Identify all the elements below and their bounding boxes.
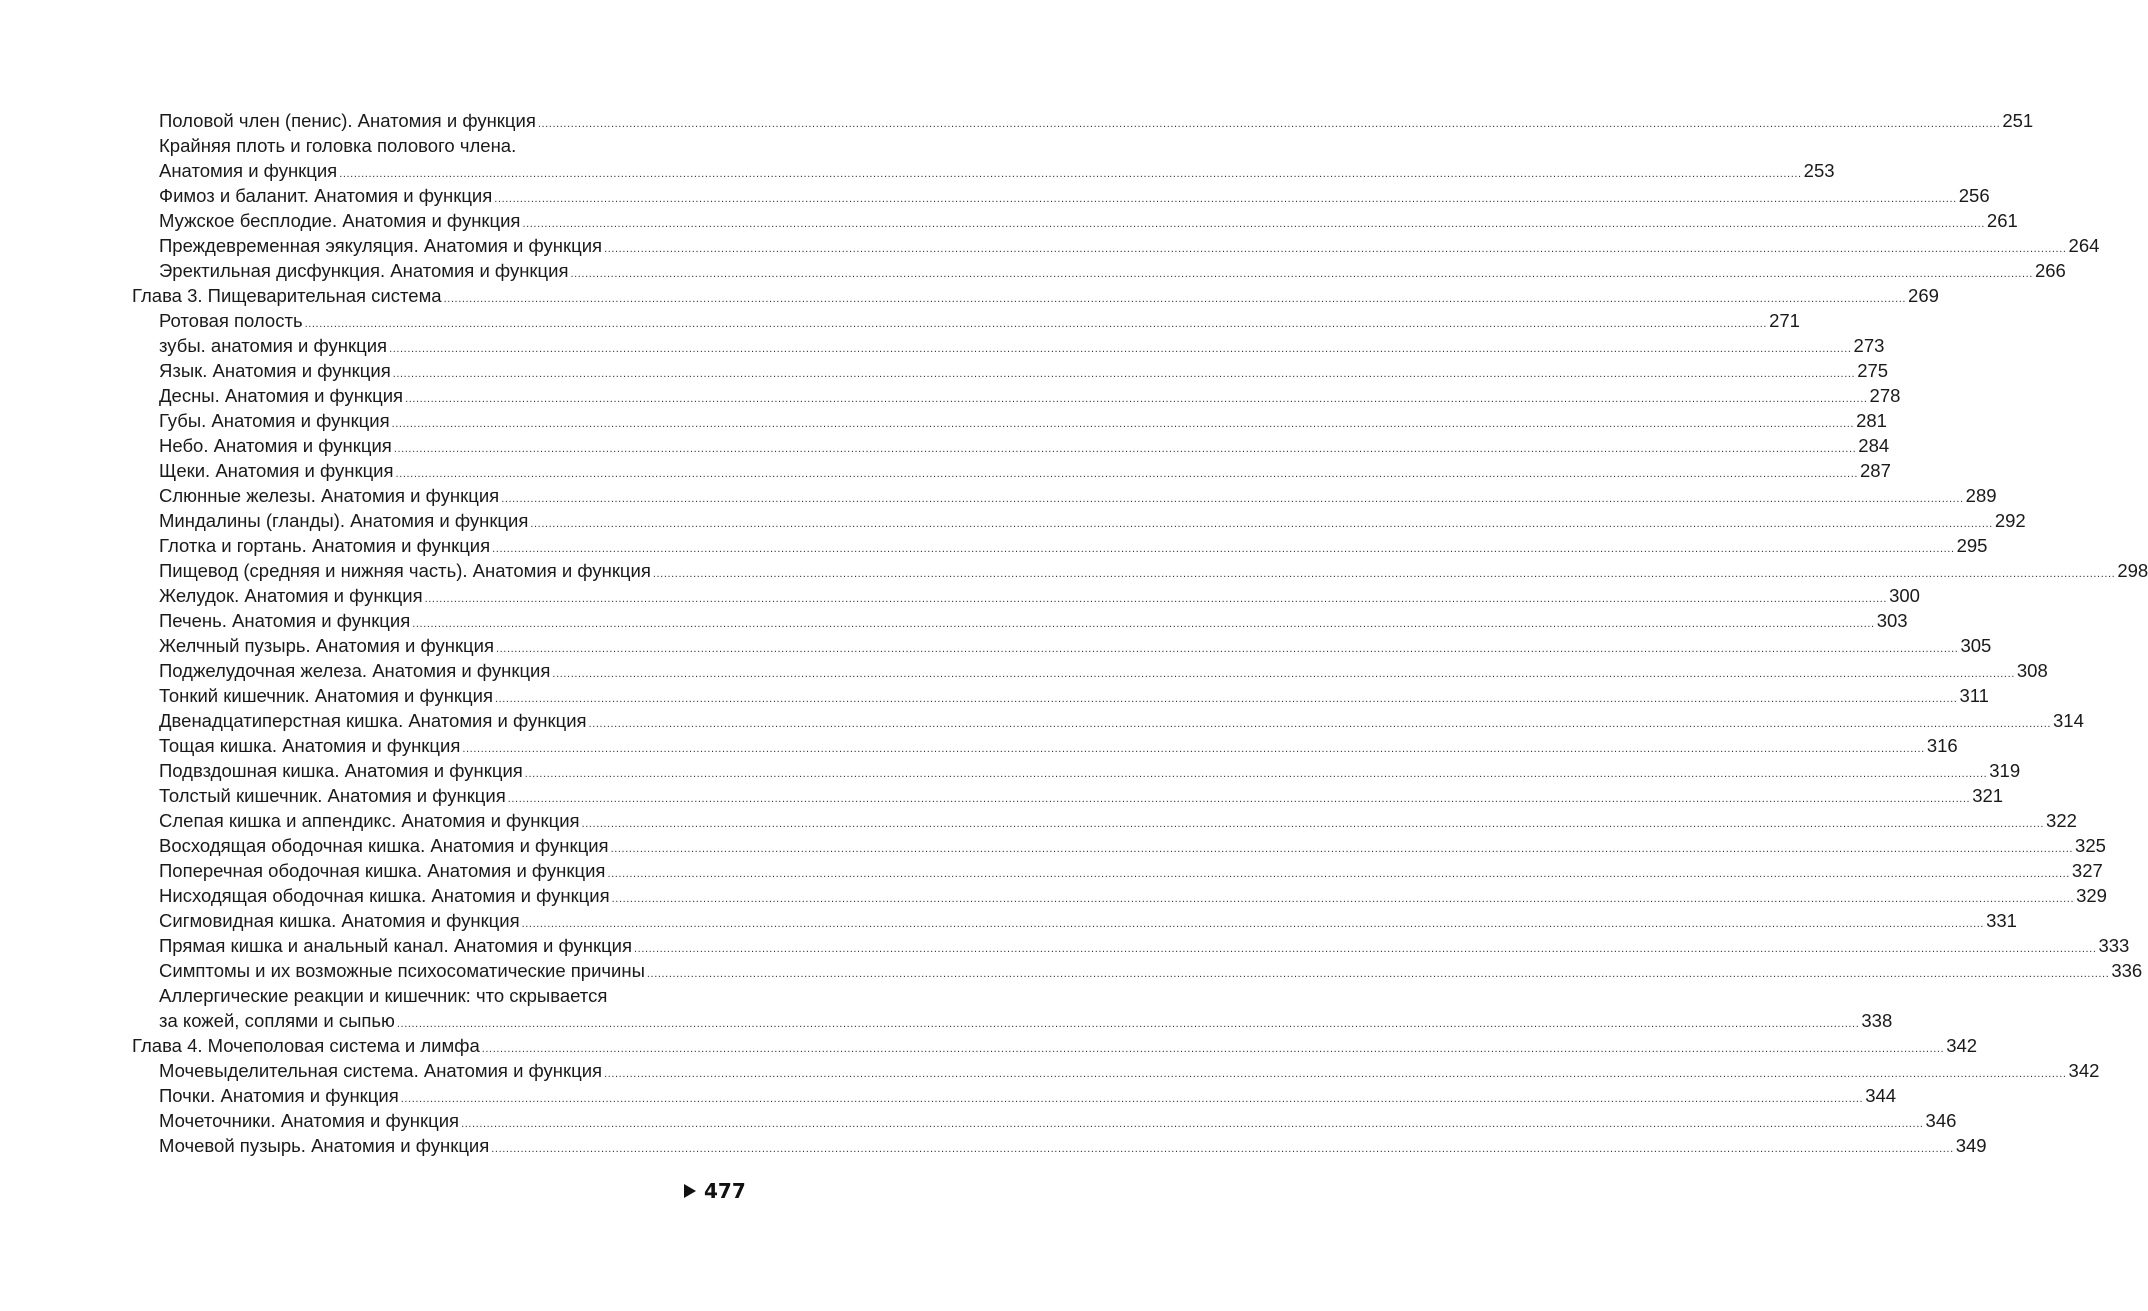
toc-dot-leader: ................................................................................................................................................................................................................................................................................................................................................................................................................: [524, 768, 1988, 780]
toc-entry-title: Поперечная ободочная кишка. Анатомия и функция: [159, 860, 606, 881]
toc-entry: [132, 1008, 1893, 1033]
toc-dot-leader: ................................................................................................................................................................................................................................................................................................................................................................................................................: [611, 893, 2075, 905]
toc-entry: [132, 483, 1997, 508]
toc-entry-page: 295: [1956, 535, 1988, 556]
toc-entry-page: 261: [1986, 210, 2018, 231]
toc-dot-leader: ................................................................................................................................................................................................................................................................................................................................................................................................................: [570, 268, 2033, 280]
toc-entry-title: Крайняя плоть и головка полового члена.: [159, 135, 517, 156]
toc-dot-leader: ................................................................................................................................................................................................................................................................................................................................................................................................................: [552, 668, 2015, 680]
toc-entry-title: Тощая кишка. Анатомия и функция: [159, 735, 461, 756]
toc-entry-title: Прямая кишка и анальный канал. Анатомия и функция: [159, 935, 633, 956]
toc-entry: [132, 308, 1800, 333]
toc-entry-title: зубы. анатомия и функция: [159, 335, 388, 356]
toc-entry: [132, 108, 2034, 133]
toc-entry-page: 331: [1986, 910, 2017, 931]
toc-entry: [132, 1083, 1897, 1108]
toc-entry-page: 338: [1861, 1010, 1893, 1031]
toc-entry: [132, 758, 2021, 783]
toc-dot-leader: ................................................................................................................................................................................................................................................................................................................................................................................................................: [491, 1143, 1954, 1155]
toc-entry: [132, 733, 1958, 758]
toc-dot-leader: ................................................................................................................................................................................................................................................................................................................................................................................................................: [604, 243, 2067, 255]
toc-entry-page: 289: [1965, 485, 1997, 506]
toc-dot-leader: ................................................................................................................................................................................................................................................................................................................................................................................................................: [530, 518, 1993, 530]
toc-dot-leader: ................................................................................................................................................................................................................................................................................................................................................................................................................: [494, 193, 1957, 205]
toc-entry-page: 305: [1960, 635, 1992, 656]
toc-entry: [132, 558, 2148, 583]
toc-entry-title: Двенадцатиперстная кишка. Анатомия и функция: [159, 710, 587, 731]
toc-entry: [132, 533, 1988, 558]
toc-entry: [132, 983, 734, 1008]
toc-entry-page: 336: [2111, 960, 2143, 981]
toc-entry: [132, 158, 1835, 183]
toc-entry-title: Мочевыделительная система. Анатомия и функция: [159, 1060, 603, 1081]
toc-entry: [132, 933, 2130, 958]
toc-entry-title: Мочеточники. Анатомия и функция: [159, 1110, 460, 1131]
toc-entry-title: Половой член (пенис). Анатомия и функция: [159, 110, 536, 131]
toc-dot-leader: ................................................................................................................................................................................................................................................................................................................................................................................................................: [339, 168, 1802, 180]
toc-dot-leader: ................................................................................................................................................................................................................................................................................................................................................................................................................: [462, 743, 1925, 755]
toc-dot-leader: ................................................................................................................................................................................................................................................................................................................................................................................................................: [405, 393, 1868, 405]
toc-dot-leader: ................................................................................................................................................................................................................................................................................................................................................................................................................: [443, 293, 1907, 305]
toc-entry-page: 322: [2046, 810, 2077, 831]
toc-entry-title: Почки. Анатомия и функция: [159, 1085, 399, 1106]
toc-dot-leader: ................................................................................................................................................................................................................................................................................................................................................................................................................: [393, 443, 1857, 455]
toc-entry: [132, 808, 2077, 833]
toc-entry: [132, 658, 2048, 683]
toc-entry: [132, 833, 2106, 858]
toc-entry: [132, 708, 2084, 733]
toc-chapter-entry: [132, 1033, 1978, 1058]
toc-entry-title: Желчный пузырь. Анатомия и функция: [159, 635, 494, 656]
toc-entry-title: Мочевой пузырь. Анатомия и функция: [159, 1135, 490, 1156]
toc-entry-page: 266: [2034, 260, 2066, 281]
toc-entry: [132, 1108, 1957, 1133]
toc-entry-title: Миндалины (гланды). Анатомия и функция: [159, 510, 529, 531]
toc-dot-leader: ................................................................................................................................................................................................................................................................................................................................................................................................................: [494, 693, 1958, 705]
toc-entry-page: 329: [2076, 885, 2107, 906]
toc-dot-leader: ................................................................................................................................................................................................................................................................................................................................................................................................................: [492, 543, 1955, 555]
toc-entry: [132, 608, 1908, 633]
toc-entry-page: 342: [1946, 1035, 1978, 1056]
toc-dot-leader: ................................................................................................................................................................................................................................................................................................................................................................................................................: [412, 618, 1875, 630]
toc-lines: [132, 108, 2148, 1158]
toc-entry: [132, 1058, 2100, 1083]
toc-entry-page: 311: [1959, 685, 1989, 706]
toc-entry-title: Фимоз и баланит. Анатомия и функция: [159, 185, 493, 206]
toc-dot-leader: ................................................................................................................................................................................................................................................................................................................................................................................................................: [392, 368, 1856, 380]
toc-dot-leader: ................................................................................................................................................................................................................................................................................................................................................................................................................: [304, 318, 1768, 330]
toc-entry: [132, 508, 2026, 533]
toc-entry-page: 319: [1989, 760, 2021, 781]
toc-entry: [132, 433, 1890, 458]
toc-entry-page: 269: [1908, 285, 1939, 306]
toc-entry-page: 300: [1889, 585, 1920, 606]
toc-dot-leader: ................................................................................................................................................................................................................................................................................................................................................................................................................: [634, 943, 2097, 955]
toc-entry-page: 308: [2016, 660, 2048, 681]
toc-entry: [132, 208, 2018, 233]
toc-entry-title: Нисходящая ободочная кишка. Анатомия и функция: [159, 885, 610, 906]
toc-entry: [132, 358, 1889, 383]
toc-entry-page: 253: [1803, 160, 1835, 181]
toc-entry: [132, 958, 2143, 983]
toc-entry: [132, 408, 1887, 433]
toc-entry: [132, 1133, 1987, 1158]
toc-entry-page: 327: [2071, 860, 2103, 881]
toc-dot-leader: ................................................................................................................................................................................................................................................................................................................................................................................................................: [652, 568, 2116, 580]
toc-entry-page: 275: [1857, 360, 1889, 381]
toc-entry: [132, 858, 2103, 883]
toc-entry: [132, 908, 2017, 933]
toc-entry-title: Губы. Анатомия и функция: [159, 410, 390, 431]
toc-dot-leader: ................................................................................................................................................................................................................................................................................................................................................................................................................: [646, 968, 2110, 980]
toc-dot-leader: ................................................................................................................................................................................................................................................................................................................................................................................................................: [537, 118, 2001, 130]
toc-dot-leader: ................................................................................................................................................................................................................................................................................................................................................................................................................: [521, 918, 1985, 930]
page-footer: [684, 1179, 746, 1203]
toc-entry-title: Язык. Анатомия и функция: [159, 360, 391, 381]
toc-dot-leader: ................................................................................................................................................................................................................................................................................................................................................................................................................: [581, 818, 2045, 830]
toc-entry-page: 349: [1955, 1135, 1987, 1156]
toc-entry: [132, 233, 2100, 258]
table-of-contents: [132, 108, 2148, 1158]
toc-entry-title: Толстый кишечник. Анатомия и функция: [159, 785, 506, 806]
toc-entry: [132, 683, 1989, 708]
page-number: 477: [704, 1179, 746, 1203]
toc-dot-leader: ................................................................................................................................................................................................................................................................................................................................................................................................................: [461, 1118, 1924, 1130]
toc-entry-page: 314: [2053, 710, 2084, 731]
toc-entry-title: Аллергические реакции и кишечник: что скрывается: [159, 985, 608, 1006]
toc-entry: [132, 783, 2004, 808]
toc-entry-title: Преждевременная эякуляция. Анатомия и функция: [159, 235, 603, 256]
toc-entry-title: Глава 3. Пищеварительная система: [132, 285, 442, 306]
toc-entry-title: Тонкий кишечник. Анатомия и функция: [159, 685, 493, 706]
toc-entry-page: 303: [1876, 610, 1908, 631]
toc-entry-page: 251: [2002, 110, 2034, 131]
toc-entry-page: 284: [1858, 435, 1890, 456]
toc-dot-leader: ................................................................................................................................................................................................................................................................................................................................................................................................................: [588, 718, 2052, 730]
toc-dot-leader: ................................................................................................................................................................................................................................................................................................................................................................................................................: [395, 468, 1859, 480]
toc-entry-title: Желудок. Анатомия и функция: [159, 585, 423, 606]
toc-entry-page: 281: [1856, 410, 1887, 431]
toc-entry: [132, 633, 1992, 658]
toc-entry: [132, 333, 1885, 358]
toc-dot-leader: ................................................................................................................................................................................................................................................................................................................................................................................................................: [396, 1018, 1860, 1030]
toc-entry-title: Глотка и гортань. Анатомия и функция: [159, 535, 491, 556]
toc-entry-page: 342: [2068, 1060, 2100, 1081]
toc-entry-title: Подвздошная кишка. Анатомия и функция: [159, 760, 523, 781]
toc-entry-page: 333: [2098, 935, 2130, 956]
toc-entry-page: 264: [2068, 235, 2100, 256]
toc-entry: [132, 258, 2066, 283]
toc-entry-title: Ротовая полость: [159, 310, 303, 331]
toc-entry: [132, 883, 2107, 908]
toc-dot-leader: ................................................................................................................................................................................................................................................................................................................................................................................................................: [391, 418, 1855, 430]
toc-entry-page: 321: [1972, 785, 2004, 806]
toc-entry-title: Анатомия и функция: [159, 160, 338, 181]
toc-dot-leader: ................................................................................................................................................................................................................................................................................................................................................................................................................: [610, 843, 2074, 855]
toc-entry-title: Пищевод (средняя и нижняя часть). Анатомия и функция: [159, 560, 651, 581]
toc-entry-page: 271: [1769, 310, 1800, 331]
toc-entry-page: 325: [2075, 835, 2106, 856]
toc-entry-title: Печень. Анатомия и функция: [159, 610, 411, 631]
toc-entry-page: 346: [1925, 1110, 1957, 1131]
toc-entry-page: 278: [1869, 385, 1901, 406]
toc-entry-title: Глава 4. Мочеполовая система и лимфа: [132, 1035, 480, 1056]
toc-entry-title: Поджелудочная железа. Анатомия и функция: [159, 660, 551, 681]
toc-entry: [132, 583, 1920, 608]
toc-entry-title: за кожей, соплями и сыпью: [159, 1010, 395, 1031]
triangle-right-icon: [684, 1184, 696, 1198]
toc-entry-page: 273: [1853, 335, 1885, 356]
toc-dot-leader: ................................................................................................................................................................................................................................................................................................................................................................................................................: [507, 793, 1971, 805]
toc-entry-title: Небо. Анатомия и функция: [159, 435, 392, 456]
toc-entry-title: Сигмовидная кишка. Анатомия и функция: [159, 910, 520, 931]
toc-dot-leader: ................................................................................................................................................................................................................................................................................................................................................................................................................: [389, 343, 1852, 355]
toc-entry-title: Симптомы и их возможные психосоматические причины: [159, 960, 645, 981]
toc-entry-page: 316: [1926, 735, 1958, 756]
toc-entry-title: Щеки. Анатомия и функция: [159, 460, 394, 481]
toc-dot-leader: ................................................................................................................................................................................................................................................................................................................................................................................................................: [522, 218, 1985, 230]
toc-entry-page: 287: [1860, 460, 1891, 481]
toc-entry-page: 298: [2117, 560, 2148, 581]
toc-dot-leader: ................................................................................................................................................................................................................................................................................................................................................................................................................: [607, 868, 2070, 880]
toc-dot-leader: ................................................................................................................................................................................................................................................................................................................................................................................................................: [604, 1068, 2067, 1080]
toc-entry-title: Слюнные железы. Анатомия и функция: [159, 485, 500, 506]
toc-dot-leader: ................................................................................................................................................................................................................................................................................................................................................................................................................: [424, 593, 1888, 605]
toc-entry-title: Слепая кишка и аппендикс. Анатомия и функция: [159, 810, 580, 831]
toc-entry-page: 256: [1958, 185, 1990, 206]
toc-entry-title: Восходящая ободочная кишка. Анатомия и функция: [159, 835, 609, 856]
toc-entry-title: Эректильная дисфункция. Анатомия и функция: [159, 260, 569, 281]
toc-entry: [132, 458, 1891, 483]
toc-entry-title: Мужское бесплодие. Анатомия и функция: [159, 210, 521, 231]
toc-entry-page: 292: [1994, 510, 2026, 531]
toc-dot-leader: ................................................................................................................................................................................................................................................................................................................................................................................................................: [481, 1043, 1945, 1055]
toc-entry-page: 344: [1865, 1085, 1897, 1106]
toc-dot-leader: ................................................................................................................................................................................................................................................................................................................................................................................................................: [501, 493, 1964, 505]
toc-entry: [132, 183, 1990, 208]
toc-dot-leader: ................................................................................................................................................................................................................................................................................................................................................................................................................: [400, 1093, 1864, 1105]
toc-entry-title: Десны. Анатомия и функция: [159, 385, 404, 406]
toc-dot-leader: ................................................................................................................................................................................................................................................................................................................................................................................................................: [496, 643, 1959, 655]
toc-entry: [132, 383, 1901, 408]
toc-chapter-entry: [132, 283, 1939, 308]
